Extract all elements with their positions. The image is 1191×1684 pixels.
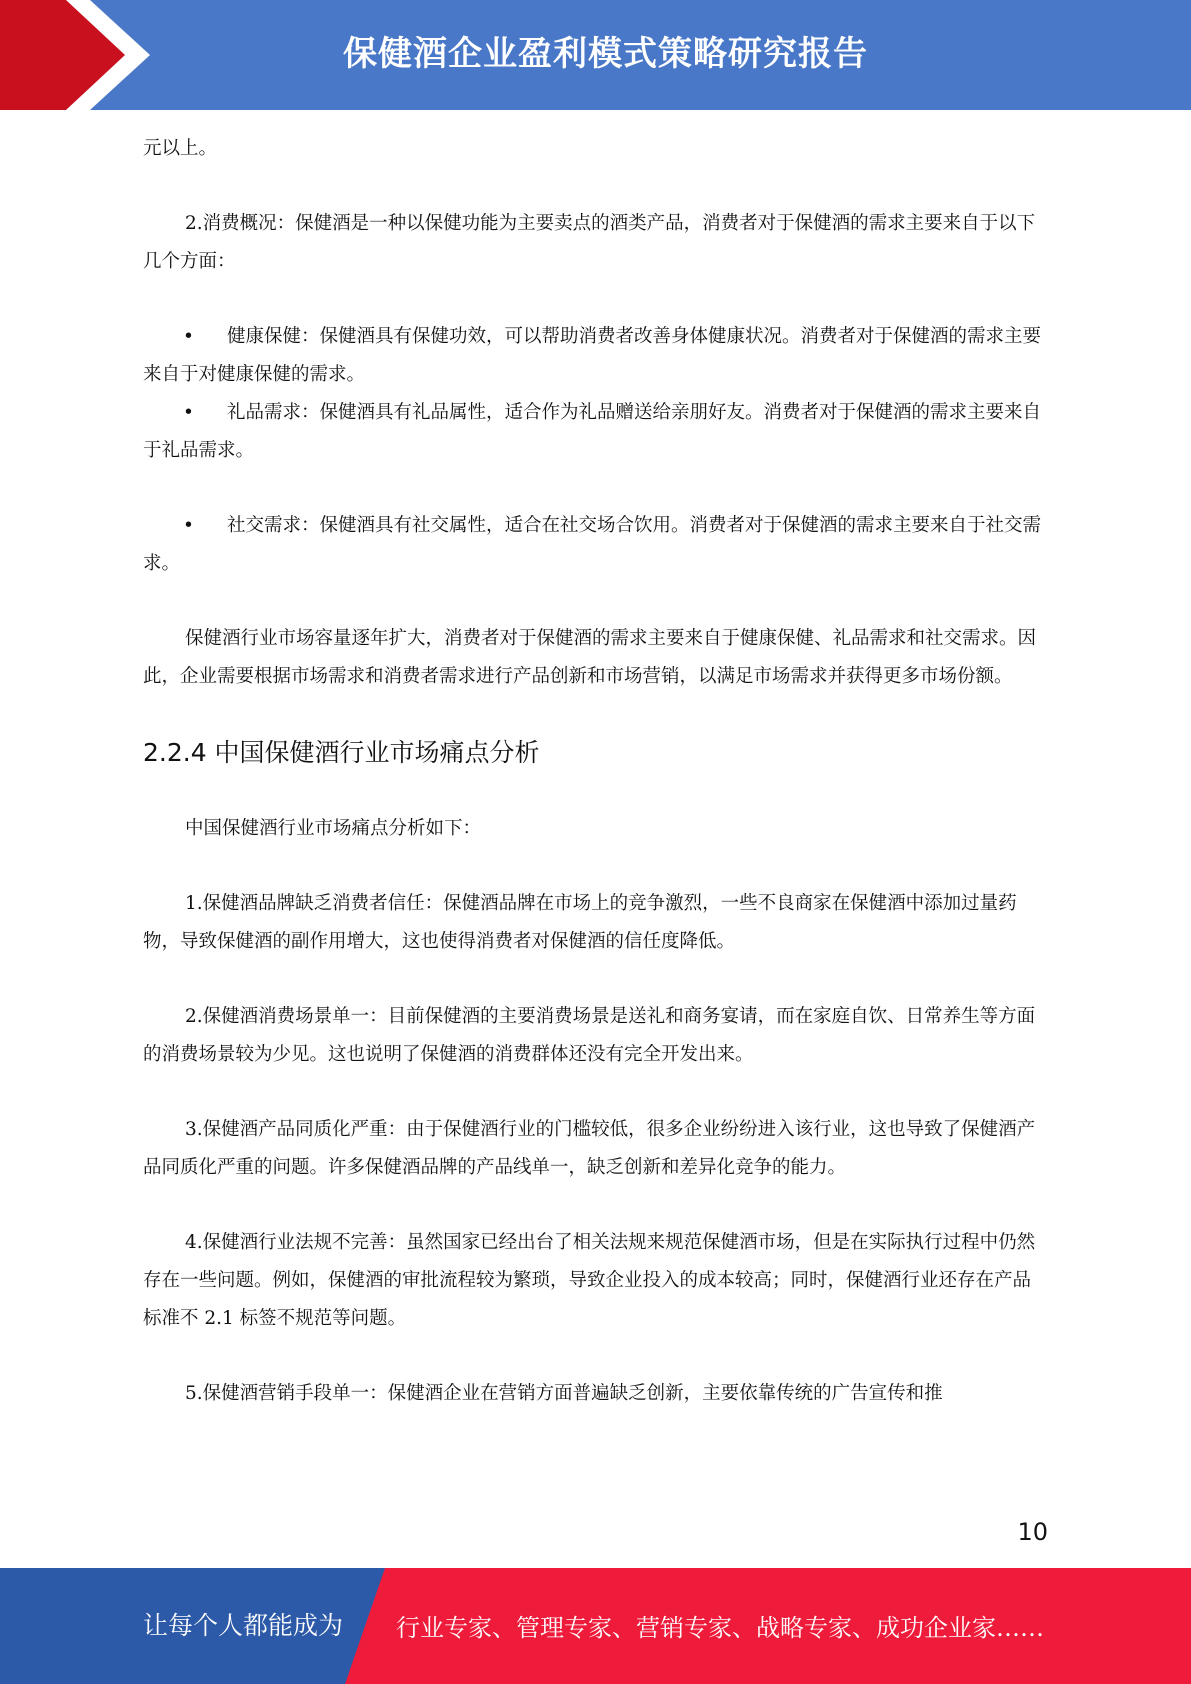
section-heading: 2.2.4 中国保健酒行业市场痛点分析 (143, 738, 540, 767)
bullet-text: 健康保健：保健酒具有保健功效，可以帮助消费者改善身体健康状况。消费者对于保健酒的需求主要来自于对健康保健的需求。 (143, 326, 1042, 385)
bullet-symbol: • (183, 515, 194, 536)
paragraph-pain-point-3: 3.保健酒产品同质化严重：由于保健酒行业的门槛较低，很多企业纷纷进入该行业，这也导致了保健酒产品同质化严重的问题。许多保健酒品牌的产品线单一，缺乏创新和差异化竞争的能力。 (143, 1119, 1036, 1178)
page-header (0, 0, 1191, 110)
bullet-item-social (143, 507, 1048, 583)
bullet-item-health (143, 318, 1048, 394)
page-number: 10 (1017, 1518, 1048, 1546)
bullet-symbol: • (183, 326, 194, 347)
paragraph-pain-point-5: 5.保健酒营销手段单一：保健酒企业在营销方面普遍缺乏创新，主要依靠传统的广告宣传和推 (185, 1383, 943, 1404)
report-title: 保健酒企业盈利模式策略研究报告 (343, 34, 868, 74)
paragraph-pain-point-1: 1.保健酒品牌缺乏消费者信任：保健酒品牌在市场上的竞争激烈，一些不良商家在保健酒中添加过量药物，导致保健酒的副作用增大，这也使得消费者对保健酒的信任度降低。 (143, 893, 1017, 952)
page-footer (0, 1568, 1191, 1684)
bullet-item-gift (143, 394, 1048, 470)
footer-slogan-left: 让每个人都能成为 (143, 1611, 344, 1640)
bullet-text: 礼品需求：保健酒具有礼品属性，适合作为礼品赠送给亲朋好友。消费者对于保健酒的需求主要来自于礼品需求。 (143, 402, 1042, 461)
paragraph-continuation: 元以上。 (143, 138, 218, 159)
document-body (143, 130, 1048, 1413)
bullet-text: 社交需求：保健酒具有社交属性，适合在社交场合饮用。消费者对于保健酒的需求主要来自于社交需求。 (143, 515, 1042, 574)
paragraph-market-summary: 保健酒行业市场容量逐年扩大，消费者对于保健酒的需求主要来自于健康保健、礼品需求和社交需求。因此，企业需要根据市场需求和消费者需求进行产品创新和市场营销，以满足市场需求并获得更多市场份额。 (143, 628, 1037, 687)
paragraph-pain-points-intro: 中国保健酒行业市场痛点分析如下： (185, 818, 482, 839)
paragraph-pain-point-4: 4.保健酒行业法规不完善：虽然国家已经出台了相关法规来规范保健酒市场，但是在实际执行过程中仍然存在一些问题。例如，保健酒的审批流程较为繁琐，导致企业投入的成本较高；同时，保健酒行业还存在产品标准不 2.1 标签不规范等问题。 (143, 1232, 1036, 1329)
bullet-symbol: • (183, 402, 194, 423)
paragraph-consumption-overview: 2.消费概况：保健酒是一种以保健功能为主要卖点的酒类产品，消费者对于保健酒的需求主要来自于以下几个方面： (143, 213, 1036, 272)
paragraph-pain-point-2: 2.保健酒消费场景单一：目前保健酒的主要消费场景是送礼和商务宴请，而在家庭自饮、日常养生等方面的消费场景较为少见。这也说明了保健酒的消费群体还没有完全开发出来。 (143, 1006, 1036, 1065)
footer-slogan-right: 行业专家、管理专家、营销专家、战略专家、成功企业家…… (396, 1614, 1044, 1642)
